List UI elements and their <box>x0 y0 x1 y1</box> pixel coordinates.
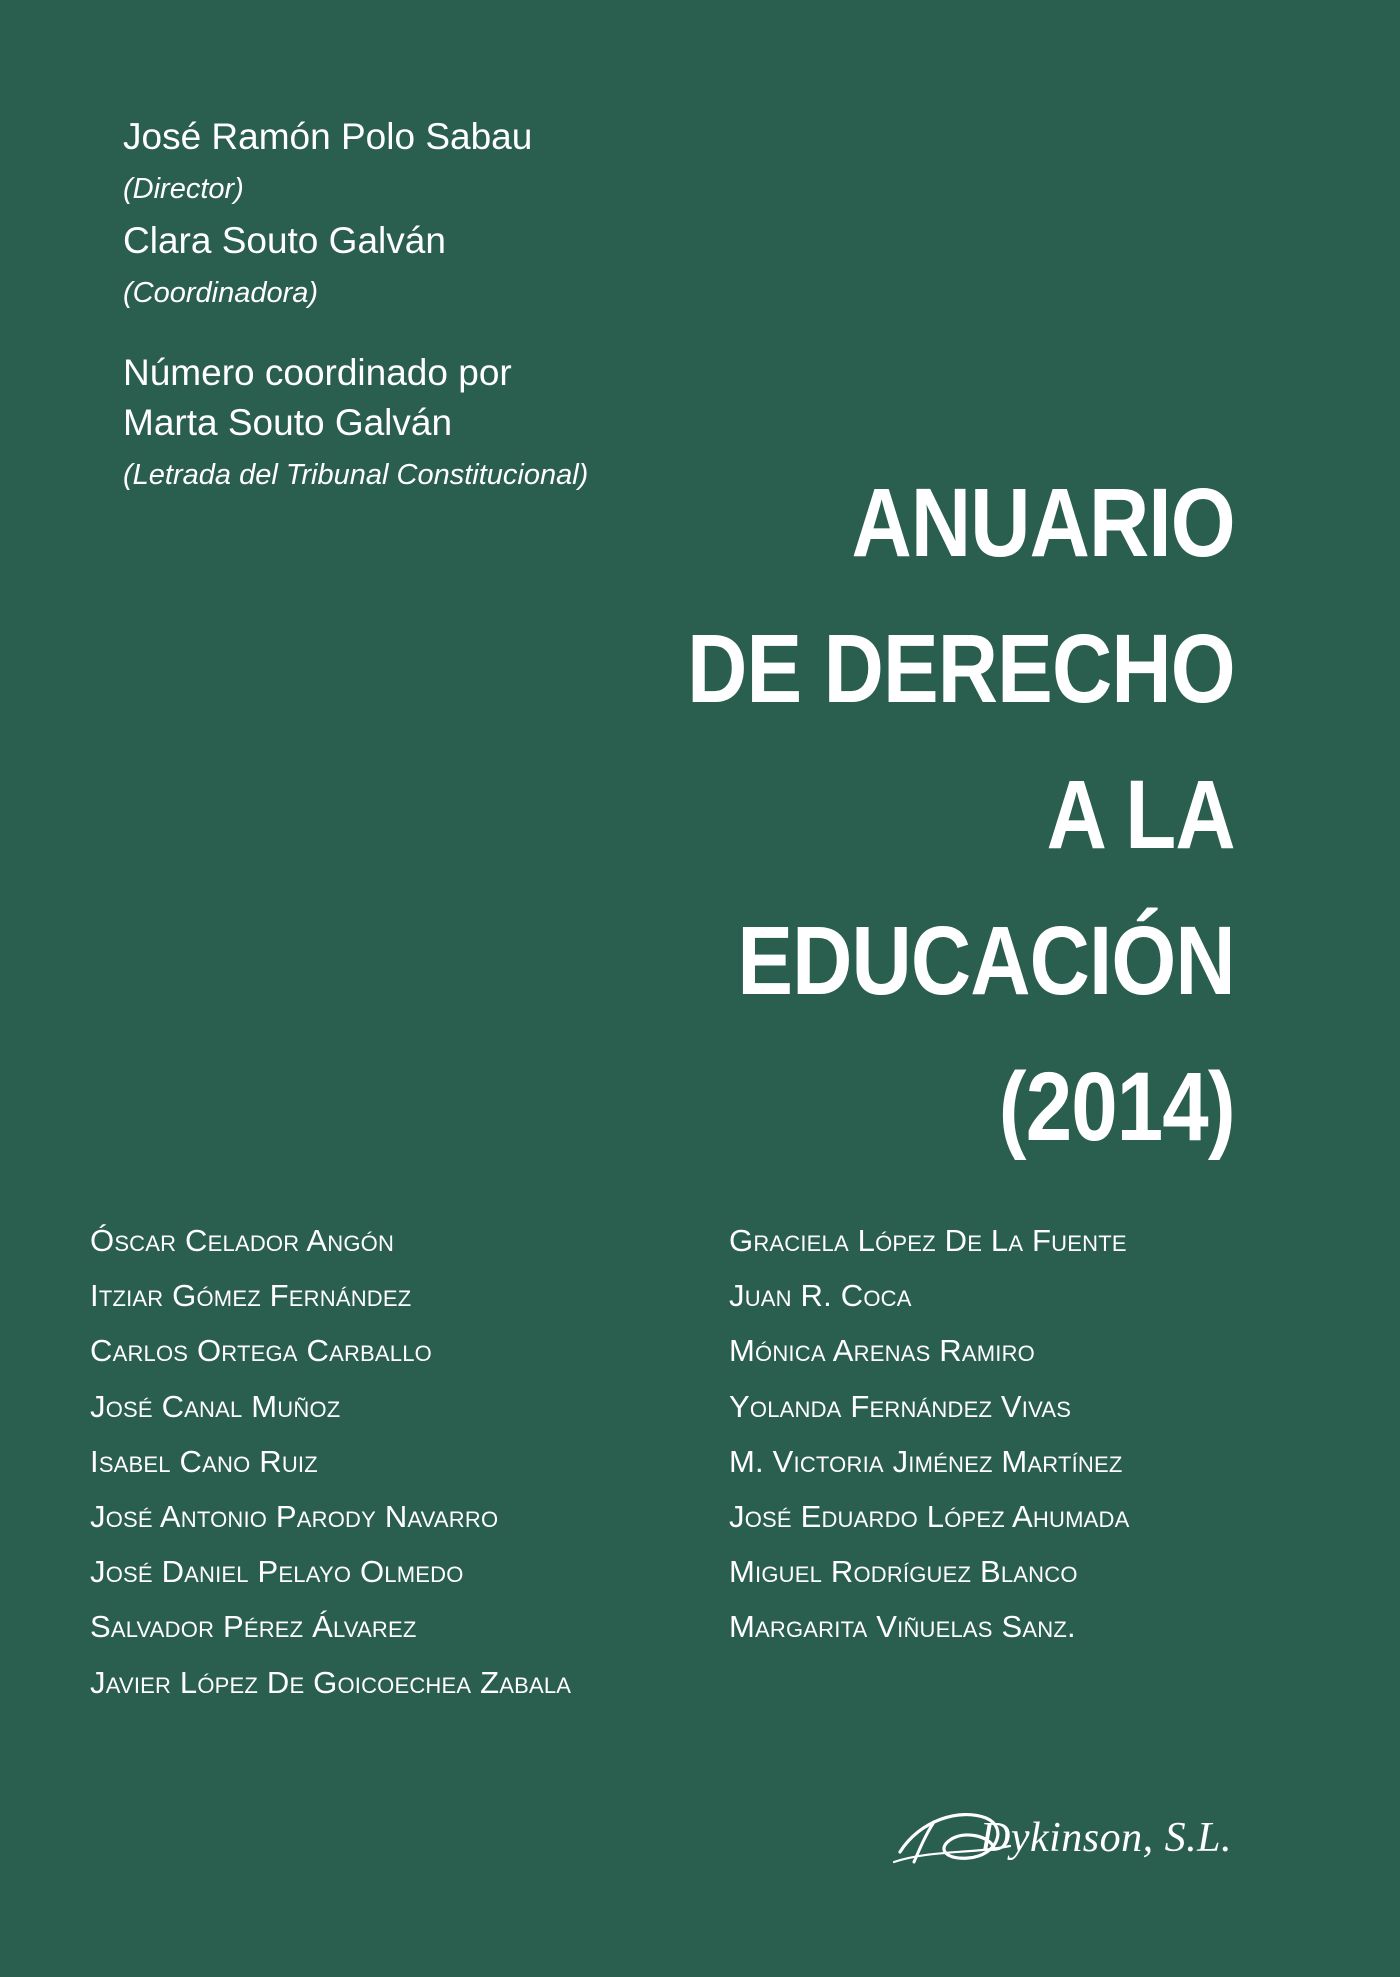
author-name: Óscar Celador Angón <box>90 1223 395 1258</box>
coordinator-role: (Coordinadora) <box>123 277 319 309</box>
author-name: José Antonio Parody Navarro <box>90 1499 499 1535</box>
author-name: Javier López De Goicoechea Zabala <box>90 1664 572 1700</box>
issue-coordinator-name: Marta Souto Galván <box>123 402 453 443</box>
authors-list-left <box>90 1213 571 1710</box>
author-name: Graciela López De La Fuente <box>729 1223 1127 1258</box>
author-name: Salvador Pérez Álvarez <box>90 1609 417 1645</box>
author-name: M. Victoria Jiménez Martínez <box>729 1443 1123 1479</box>
title-line-2: DE DERECHO <box>687 614 1235 723</box>
coordinator-name: Clara Souto Galván <box>123 220 446 261</box>
director-role: (Director) <box>123 173 244 205</box>
title-line-3: A LA <box>1046 760 1235 869</box>
author-name: Itziar Gómez Fernández <box>90 1278 412 1314</box>
publisher-name: Dykinson, S.L. <box>980 1815 1232 1861</box>
author-name: Isabel Cano Ruiz <box>90 1443 318 1479</box>
author-name: Mónica Arenas Ramiro <box>729 1333 1035 1369</box>
title-line-1: ANUARIO <box>851 468 1235 577</box>
credit-spacer <box>123 320 743 348</box>
title-line-4: EDUCACIÓN <box>737 906 1235 1015</box>
issue-coordination-label: Número coordinado por <box>123 352 512 393</box>
publisher-logo <box>890 1800 1250 1870</box>
issue-coordinator-role: (Letrada del Tribunal Constitucional) <box>123 459 589 491</box>
author-name: Margarita Viñuelas Sanz. <box>729 1609 1076 1645</box>
author-name: Carlos Ortega Carballo <box>90 1333 432 1369</box>
editorial-credits <box>123 112 743 502</box>
book-title <box>598 450 1235 1180</box>
author-name: Juan R. Coca <box>729 1278 912 1314</box>
author-name: José Eduardo López Ahumada <box>729 1499 1130 1535</box>
authors-list-right <box>729 1213 1129 1655</box>
director-name: José Ramón Polo Sabau <box>123 116 533 157</box>
title-line-5: (2014) <box>999 1052 1235 1161</box>
author-name: José Canal Muñoz <box>90 1388 341 1424</box>
author-name: Yolanda Fernández Vivas <box>729 1388 1072 1424</box>
author-name: Miguel Rodríguez Blanco <box>729 1554 1078 1590</box>
author-name: José Daniel Pelayo Olmedo <box>90 1554 464 1590</box>
